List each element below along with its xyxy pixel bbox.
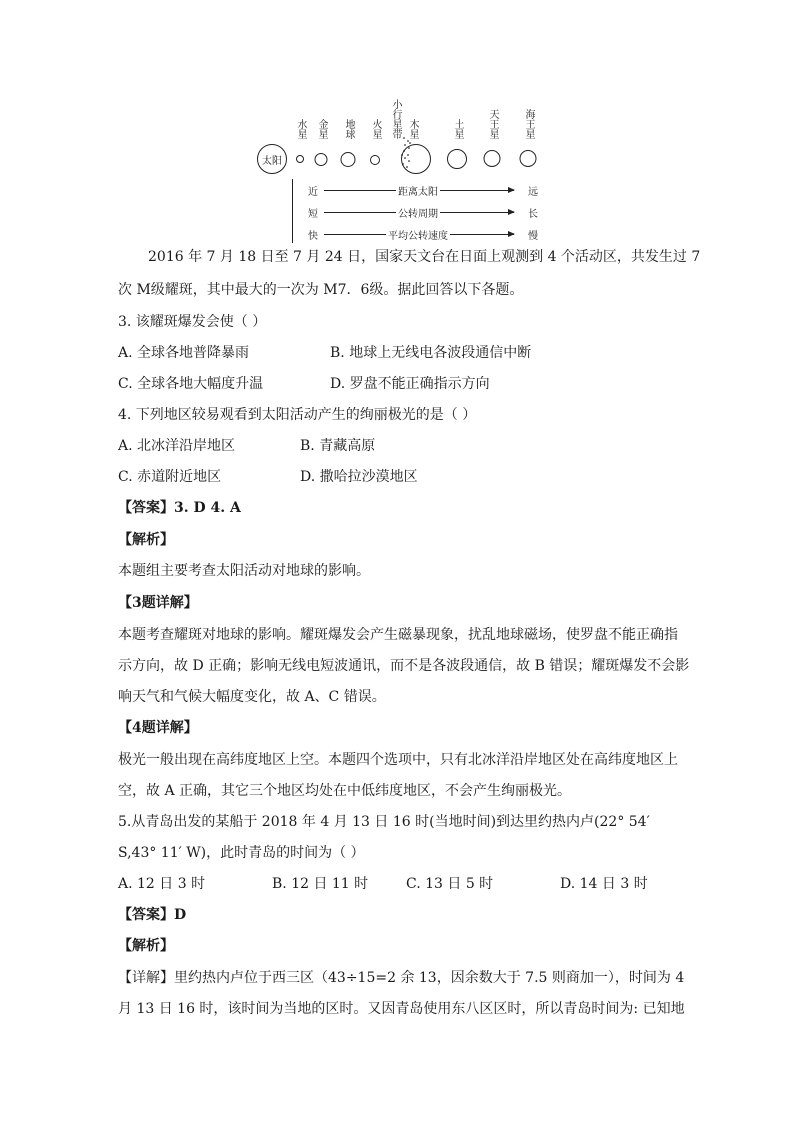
asteroid-belt-label: 小行星带 — [390, 99, 401, 139]
q4-option-d: D. 撒哈拉沙漠地区 — [300, 469, 418, 485]
planet-jupiter — [401, 144, 431, 174]
q3-option-d: D. 罗盘不能正确指示方向 — [330, 376, 490, 392]
q4-option-c: C. 赤道附近地区 — [118, 469, 222, 485]
analysis-heading-1: 【解析】 — [118, 532, 174, 548]
question-3: 3. 该耀斑爆发会使（ ） — [118, 314, 267, 330]
solar-system-diagram — [250, 95, 550, 245]
q3-detail-heading: 【3题详解】 — [118, 595, 198, 611]
planet-label-mercury: 水星 — [295, 119, 306, 139]
arrow-middle-label: 平均公转速度 — [388, 231, 448, 242]
q4-detail-line-2: 空，故 A 正确，其它三个地区均处在中低纬度地区，不会产生绚丽极光。 — [118, 783, 572, 799]
question-5-line-1: 5.从青岛出发的某船于 2018 年 4 月 13 日 16 时(当地时间)到达里约热内卢(22° 54′ — [118, 814, 650, 830]
planet-mercury — [296, 155, 304, 163]
q3-option-b: B. 地球上无线电各波段通信中断 — [330, 345, 532, 361]
arrow-left-label: 快 — [308, 231, 318, 242]
planet-label-earth: 地球 — [343, 119, 354, 139]
q3-option-c: C. 全球各地大幅度升温 — [118, 376, 264, 392]
intro-line-1: 2016 年 7 月 18 日至 7 月 24 日，国家天文台在日面上观测到 4 个活动区，共发生过 7 — [148, 249, 701, 265]
q4-option-b: B. 青藏高原 — [300, 438, 376, 454]
q3-detail-line-3: 响天气和气候大幅度变化，故 A、C 错误。 — [118, 689, 386, 705]
q5-option-a: A. 12 日 3 时 — [118, 876, 206, 892]
arrow-right-label: 长 — [528, 209, 538, 220]
analysis-summary: 本题组主要考查太阳活动对地球的影响。 — [118, 563, 370, 579]
q5-explain-line-1: 【详解】里约热内卢位于西三区（43÷15=2 余 13，因余数大于 7.5 则商加一），时间为 4 — [118, 970, 685, 986]
planet-saturn — [447, 149, 467, 169]
arrow-left-label: 短 — [308, 209, 318, 220]
question-5-line-2: S,43° 11′ W)，此时青岛的时间为（ ） — [118, 845, 365, 861]
answer-3-4: 【答案】3. D 4. A — [118, 500, 241, 516]
q5-explain-line-2: 月 13 日 16 时，该时间为当地的区时。又因青岛使用东八区区时，所以青岛时间为: 已知地 — [118, 1001, 685, 1017]
arrow-right-label: 慢 — [528, 231, 538, 242]
distance-arrow-row — [298, 182, 538, 198]
arrow-left-label: 近 — [308, 187, 318, 198]
q3-detail-line-2: 示方向，故 D 正确；影响无线电短波通讯，而不是各波段通信，故 B 错误；耀斑爆发不会影 — [118, 658, 690, 674]
planet-mars — [370, 155, 380, 165]
arrow-right-label: 远 — [528, 187, 538, 198]
planet-label-neptune: 海王星 — [523, 109, 534, 139]
planet-venus — [315, 153, 328, 166]
sun-label: 太阳 — [262, 155, 282, 167]
q4-detail-heading: 【4题详解】 — [118, 720, 198, 736]
speed-arrow-row — [298, 226, 538, 242]
q3-detail-line-1: 本题考查耀斑对地球的影响。耀斑爆发会产生磁暴现象，扰乱地球磁场，使罗盘不能正确指 — [118, 627, 678, 643]
question-4: 4. 下列地区较易观看到太阳活动产生的绚丽极光的是（ ） — [118, 407, 477, 423]
intro-line-2: 次 M级耀斑，其中最大的一次为 M7．6级。据此回答以下各题。 — [118, 282, 524, 298]
planet-label-saturn: 土星 — [452, 119, 463, 139]
planet-neptune — [520, 150, 537, 167]
planet-label-uranus: 天王星 — [487, 109, 498, 139]
q4-detail-line-1: 极光一般出现在高纬度地区上空。本题四个选项中，只有北冰洋沿岸地区处在高纬度地区上 — [118, 752, 678, 768]
q5-option-c: C. 13 日 5 时 — [406, 876, 494, 892]
planet-label-jupiter: 木星 — [407, 119, 418, 139]
planet-earth — [341, 152, 356, 167]
arrow-middle-label: 距离太阳 — [398, 187, 438, 198]
q5-option-b: B. 12 日 11 时 — [272, 876, 369, 892]
answer-5: 【答案】D — [118, 907, 187, 923]
planet-label-mars: 火星 — [370, 119, 381, 139]
analysis-heading-2: 【解析】 — [118, 938, 174, 954]
q3-option-a: A. 全球各地普降暴雨 — [118, 345, 250, 361]
arrow-middle-label: 公转周期 — [398, 209, 438, 220]
diagram-bracket — [292, 179, 295, 243]
planet-uranus — [484, 150, 501, 167]
planet-label-venus: 金星 — [316, 119, 327, 139]
sun-circle — [257, 144, 287, 174]
q4-option-a: A. 北冰洋沿岸地区 — [118, 438, 236, 454]
q5-option-d: D. 14 日 3 时 — [560, 876, 648, 892]
period-arrow-row — [298, 204, 538, 220]
